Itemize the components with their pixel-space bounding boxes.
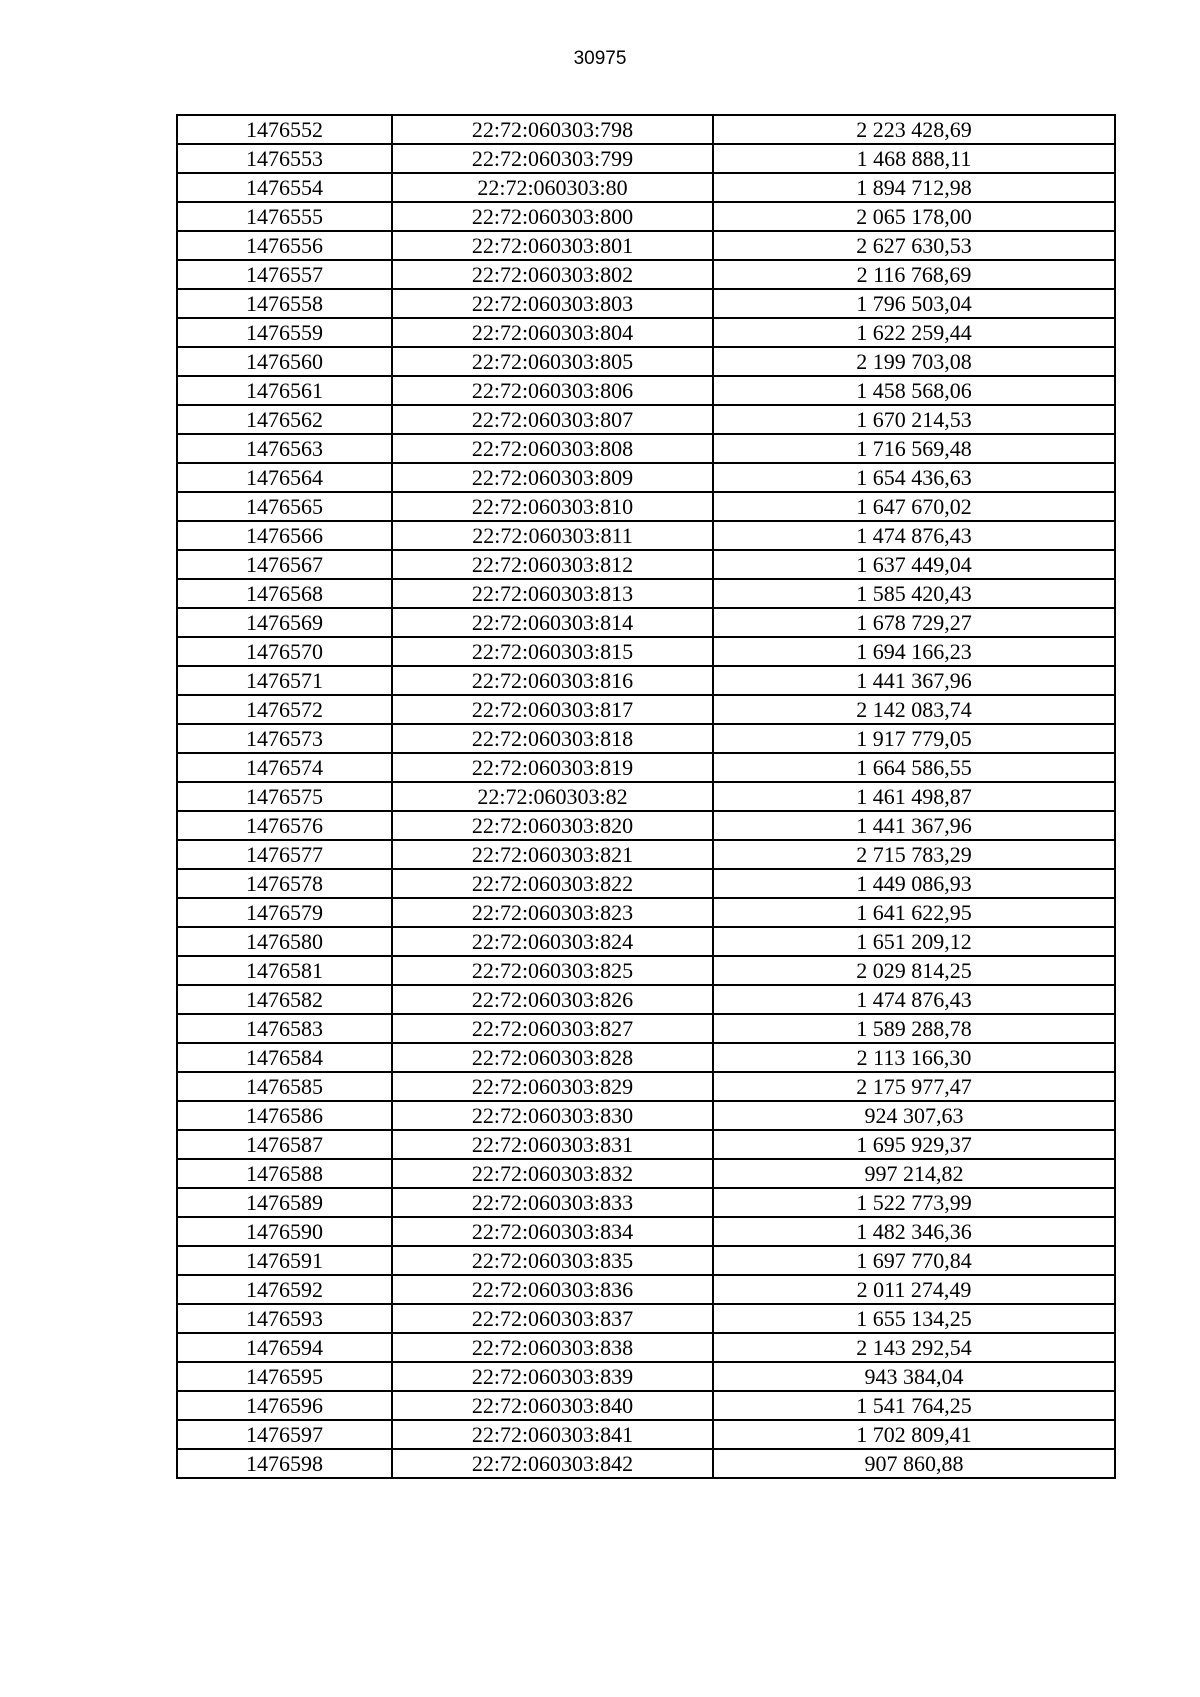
row-number-cell: 1476568 <box>177 579 392 608</box>
cadastral-number-cell: 22:72:060303:838 <box>392 1333 713 1362</box>
table-row <box>177 347 1115 376</box>
row-number-cell: 1476569 <box>177 608 392 637</box>
cadastral-number-cell: 22:72:060303:809 <box>392 463 713 492</box>
row-number-cell: 1476590 <box>177 1217 392 1246</box>
cadastral-number-cell: 22:72:060303:800 <box>392 202 713 231</box>
table-row <box>177 1449 1115 1478</box>
row-number-cell: 1476593 <box>177 1304 392 1333</box>
cadastral-number-cell: 22:72:060303:830 <box>392 1101 713 1130</box>
cadastral-number-cell: 22:72:060303:820 <box>392 811 713 840</box>
row-number-cell: 1476594 <box>177 1333 392 1362</box>
value-cell: 2 199 703,08 <box>713 347 1115 376</box>
cadastral-number-cell: 22:72:060303:811 <box>392 521 713 550</box>
row-number-cell: 1476558 <box>177 289 392 318</box>
cadastral-number-cell: 22:72:060303:819 <box>392 753 713 782</box>
cadastral-number-cell: 22:72:060303:802 <box>392 260 713 289</box>
value-cell: 1 474 876,43 <box>713 521 1115 550</box>
value-cell: 1 474 876,43 <box>713 985 1115 1014</box>
table-row <box>177 376 1115 405</box>
value-cell: 1 694 166,23 <box>713 637 1115 666</box>
row-number-cell: 1476572 <box>177 695 392 724</box>
table-row <box>177 840 1115 869</box>
page-number: 30975 <box>573 48 627 69</box>
value-cell: 1 461 498,87 <box>713 782 1115 811</box>
row-number-cell: 1476561 <box>177 376 392 405</box>
table-row <box>177 1043 1115 1072</box>
value-cell: 1 670 214,53 <box>713 405 1115 434</box>
row-number-cell: 1476576 <box>177 811 392 840</box>
table-row <box>177 1072 1115 1101</box>
value-cell: 1 641 622,95 <box>713 898 1115 927</box>
row-number-cell: 1476554 <box>177 173 392 202</box>
row-number-cell: 1476584 <box>177 1043 392 1072</box>
row-number-cell: 1476578 <box>177 869 392 898</box>
cadastral-number-cell: 22:72:060303:804 <box>392 318 713 347</box>
value-cell: 1 441 367,96 <box>713 811 1115 840</box>
table-row <box>177 724 1115 753</box>
cadastral-number-cell: 22:72:060303:836 <box>392 1275 713 1304</box>
table-row <box>177 956 1115 985</box>
cadastral-number-cell: 22:72:060303:827 <box>392 1014 713 1043</box>
table-row <box>177 811 1115 840</box>
table-row <box>177 1130 1115 1159</box>
cadastral-number-cell: 22:72:060303:840 <box>392 1391 713 1420</box>
table-row <box>177 231 1115 260</box>
table-row <box>177 1275 1115 1304</box>
value-cell: 1 664 586,55 <box>713 753 1115 782</box>
table-row <box>177 1101 1115 1130</box>
cadastral-number-cell: 22:72:060303:842 <box>392 1449 713 1478</box>
table-row <box>177 173 1115 202</box>
row-number-cell: 1476563 <box>177 434 392 463</box>
value-cell: 2 627 630,53 <box>713 231 1115 260</box>
value-cell: 943 384,04 <box>713 1362 1115 1391</box>
cadastral-number-cell: 22:72:060303:834 <box>392 1217 713 1246</box>
value-cell: 1 637 449,04 <box>713 550 1115 579</box>
value-cell: 1 702 809,41 <box>713 1420 1115 1449</box>
table-row <box>177 434 1115 463</box>
table-row <box>177 1304 1115 1333</box>
row-number-cell: 1476573 <box>177 724 392 753</box>
table-row <box>177 1188 1115 1217</box>
value-cell: 1 541 764,25 <box>713 1391 1115 1420</box>
table-row <box>177 695 1115 724</box>
value-cell: 1 468 888,11 <box>713 144 1115 173</box>
cadastral-number-cell: 22:72:060303:835 <box>392 1246 713 1275</box>
row-number-cell: 1476575 <box>177 782 392 811</box>
value-cell: 1 651 209,12 <box>713 927 1115 956</box>
cadastral-number-cell: 22:72:060303:810 <box>392 492 713 521</box>
table-row <box>177 1246 1115 1275</box>
cadastral-number-cell: 22:72:060303:833 <box>392 1188 713 1217</box>
cadastral-number-cell: 22:72:060303:832 <box>392 1159 713 1188</box>
table-row <box>177 666 1115 695</box>
row-number-cell: 1476598 <box>177 1449 392 1478</box>
row-number-cell: 1476587 <box>177 1130 392 1159</box>
cadastral-number-cell: 22:72:060303:839 <box>392 1362 713 1391</box>
value-cell: 1 796 503,04 <box>713 289 1115 318</box>
table-row <box>177 260 1115 289</box>
row-number-cell: 1476567 <box>177 550 392 579</box>
table-row <box>177 463 1115 492</box>
cadastral-number-cell: 22:72:060303:806 <box>392 376 713 405</box>
value-cell: 997 214,82 <box>713 1159 1115 1188</box>
table-row <box>177 608 1115 637</box>
cadastral-number-cell: 22:72:060303:803 <box>392 289 713 318</box>
table-row <box>177 115 1115 144</box>
table-row <box>177 1333 1115 1362</box>
row-number-cell: 1476581 <box>177 956 392 985</box>
table-body <box>177 115 1115 1478</box>
value-cell: 924 307,63 <box>713 1101 1115 1130</box>
value-cell: 2 065 178,00 <box>713 202 1115 231</box>
row-number-cell: 1476577 <box>177 840 392 869</box>
cadastral-number-cell: 22:72:060303:821 <box>392 840 713 869</box>
row-number-cell: 1476553 <box>177 144 392 173</box>
cadastral-number-cell: 22:72:060303:815 <box>392 637 713 666</box>
value-cell: 1 716 569,48 <box>713 434 1115 463</box>
value-cell: 2 175 977,47 <box>713 1072 1115 1101</box>
table-row <box>177 579 1115 608</box>
row-number-cell: 1476571 <box>177 666 392 695</box>
row-number-cell: 1476582 <box>177 985 392 1014</box>
value-cell: 1 695 929,37 <box>713 1130 1115 1159</box>
cadastral-number-cell: 22:72:060303:813 <box>392 579 713 608</box>
value-cell: 1 622 259,44 <box>713 318 1115 347</box>
table-row <box>177 144 1115 173</box>
cadastral-number-cell: 22:72:060303:817 <box>392 695 713 724</box>
row-number-cell: 1476552 <box>177 115 392 144</box>
row-number-cell: 1476597 <box>177 1420 392 1449</box>
table-row <box>177 1159 1115 1188</box>
cadastral-number-cell: 22:72:060303:824 <box>392 927 713 956</box>
table-row <box>177 492 1115 521</box>
value-cell: 1 894 712,98 <box>713 173 1115 202</box>
cadastral-number-cell: 22:72:060303:828 <box>392 1043 713 1072</box>
cadastral-number-cell: 22:72:060303:805 <box>392 347 713 376</box>
row-number-cell: 1476556 <box>177 231 392 260</box>
table-row <box>177 1014 1115 1043</box>
value-cell: 1 917 779,05 <box>713 724 1115 753</box>
table-row <box>177 1362 1115 1391</box>
cadastral-number-cell: 22:72:060303:799 <box>392 144 713 173</box>
cadastral-number-cell: 22:72:060303:807 <box>392 405 713 434</box>
table-row <box>177 985 1115 1014</box>
table-row <box>177 289 1115 318</box>
row-number-cell: 1476564 <box>177 463 392 492</box>
cadastral-number-cell: 22:72:060303:818 <box>392 724 713 753</box>
cadastral-number-cell: 22:72:060303:812 <box>392 550 713 579</box>
value-cell: 1 585 420,43 <box>713 579 1115 608</box>
row-number-cell: 1476555 <box>177 202 392 231</box>
row-number-cell: 1476596 <box>177 1391 392 1420</box>
value-cell: 2 011 274,49 <box>713 1275 1115 1304</box>
cadastral-number-cell: 22:72:060303:808 <box>392 434 713 463</box>
value-cell: 1 654 436,63 <box>713 463 1115 492</box>
row-number-cell: 1476559 <box>177 318 392 347</box>
row-number-cell: 1476560 <box>177 347 392 376</box>
cadastral-number-cell: 22:72:060303:822 <box>392 869 713 898</box>
row-number-cell: 1476595 <box>177 1362 392 1391</box>
cadastral-number-cell: 22:72:060303:816 <box>392 666 713 695</box>
table-row <box>177 1217 1115 1246</box>
cadastral-number-cell: 22:72:060303:837 <box>392 1304 713 1333</box>
row-number-cell: 1476589 <box>177 1188 392 1217</box>
row-number-cell: 1476565 <box>177 492 392 521</box>
data-table <box>176 114 1116 1479</box>
value-cell: 2 113 166,30 <box>713 1043 1115 1072</box>
value-cell: 1 441 367,96 <box>713 666 1115 695</box>
row-number-cell: 1476570 <box>177 637 392 666</box>
value-cell: 2 223 428,69 <box>713 115 1115 144</box>
value-cell: 1 482 346,36 <box>713 1217 1115 1246</box>
value-cell: 1 697 770,84 <box>713 1246 1115 1275</box>
cadastral-number-cell: 22:72:060303:841 <box>392 1420 713 1449</box>
table-row <box>177 753 1115 782</box>
value-cell: 1 647 670,02 <box>713 492 1115 521</box>
table-row <box>177 405 1115 434</box>
value-cell: 907 860,88 <box>713 1449 1115 1478</box>
value-cell: 2 143 292,54 <box>713 1333 1115 1362</box>
row-number-cell: 1476562 <box>177 405 392 434</box>
cadastral-number-cell: 22:72:060303:829 <box>392 1072 713 1101</box>
table-row <box>177 637 1115 666</box>
table-row <box>177 521 1115 550</box>
table-row <box>177 202 1115 231</box>
row-number-cell: 1476579 <box>177 898 392 927</box>
table-row <box>177 318 1115 347</box>
table-row <box>177 1391 1115 1420</box>
table-row <box>177 782 1115 811</box>
table-row <box>177 550 1115 579</box>
row-number-cell: 1476592 <box>177 1275 392 1304</box>
table-row <box>177 898 1115 927</box>
value-cell: 2 116 768,69 <box>713 260 1115 289</box>
table-row <box>177 869 1115 898</box>
row-number-cell: 1476585 <box>177 1072 392 1101</box>
row-number-cell: 1476574 <box>177 753 392 782</box>
cadastral-number-cell: 22:72:060303:831 <box>392 1130 713 1159</box>
cadastral-number-cell: 22:72:060303:823 <box>392 898 713 927</box>
value-cell: 1 522 773,99 <box>713 1188 1115 1217</box>
row-number-cell: 1476580 <box>177 927 392 956</box>
cadastral-number-cell: 22:72:060303:798 <box>392 115 713 144</box>
row-number-cell: 1476583 <box>177 1014 392 1043</box>
row-number-cell: 1476586 <box>177 1101 392 1130</box>
table-row <box>177 927 1115 956</box>
row-number-cell: 1476591 <box>177 1246 392 1275</box>
row-number-cell: 1476566 <box>177 521 392 550</box>
value-cell: 2 142 083,74 <box>713 695 1115 724</box>
cadastral-number-cell: 22:72:060303:825 <box>392 956 713 985</box>
value-cell: 1 589 288,78 <box>713 1014 1115 1043</box>
value-cell: 2 715 783,29 <box>713 840 1115 869</box>
cadastral-number-cell: 22:72:060303:801 <box>392 231 713 260</box>
cadastral-number-cell: 22:72:060303:80 <box>392 173 713 202</box>
value-cell: 1 458 568,06 <box>713 376 1115 405</box>
value-cell: 1 449 086,93 <box>713 869 1115 898</box>
row-number-cell: 1476588 <box>177 1159 392 1188</box>
cadastral-number-cell: 22:72:060303:814 <box>392 608 713 637</box>
cadastral-number-cell: 22:72:060303:826 <box>392 985 713 1014</box>
row-number-cell: 1476557 <box>177 260 392 289</box>
value-cell: 2 029 814,25 <box>713 956 1115 985</box>
table-row <box>177 1420 1115 1449</box>
value-cell: 1 655 134,25 <box>713 1304 1115 1333</box>
cadastral-number-cell: 22:72:060303:82 <box>392 782 713 811</box>
value-cell: 1 678 729,27 <box>713 608 1115 637</box>
